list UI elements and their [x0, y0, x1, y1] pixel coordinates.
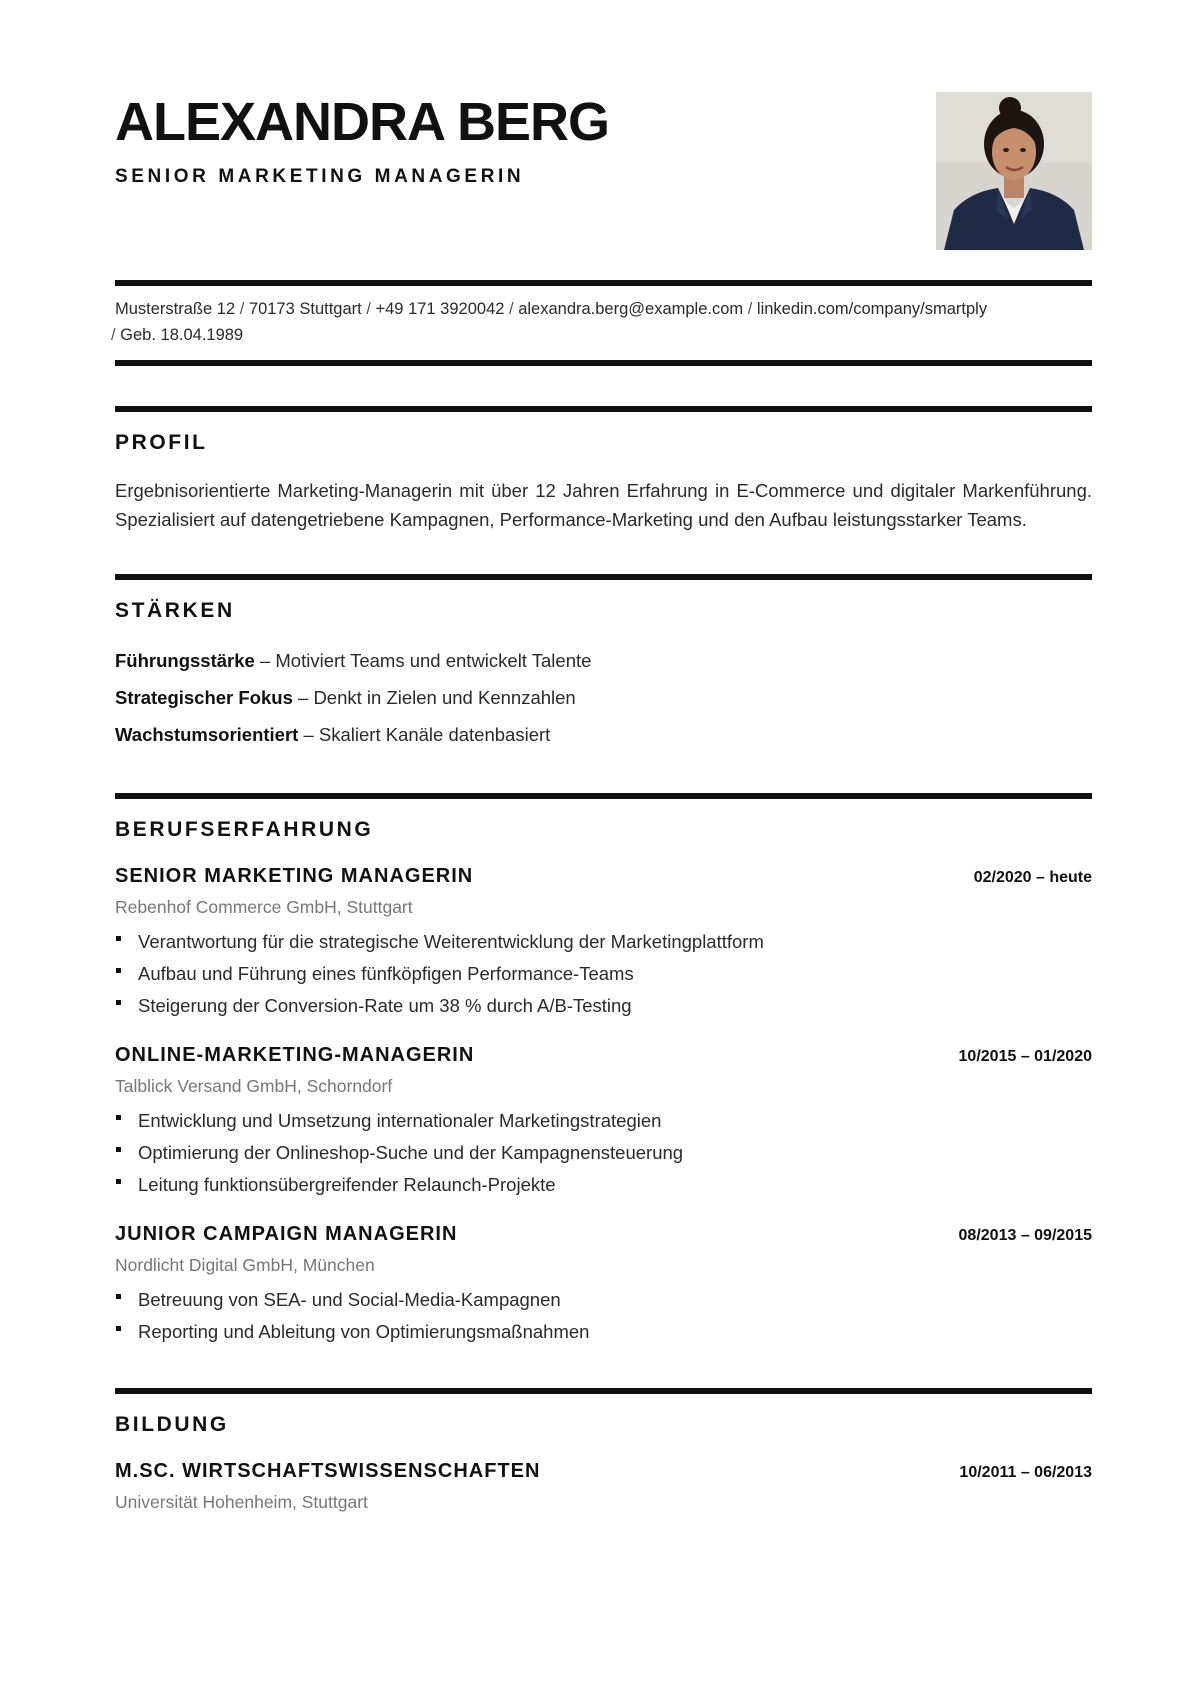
candidate-headline: SENIOR MARKETING MANAGERIN [115, 166, 525, 187]
job-title: SENIOR MARKETING MANAGERIN [115, 865, 474, 887]
contact-birth: Geb. 18.04.1989 [120, 326, 244, 344]
degree-title: M.SC. WIRTSCHAFTSWISSENSCHAFTEN [115, 1460, 541, 1482]
candidate-name: ALEXANDRA BERG [115, 92, 610, 152]
portrait-illustration [936, 92, 1092, 250]
strengths-list [115, 642, 1092, 753]
section-title-staerken: STÄRKEN [115, 599, 235, 622]
strength-desc: – Denkt in Zielen und Kennzahlen [292, 687, 576, 708]
job-bullet: Betreuung von SEA- und Social-Media-Kampagnen [115, 1284, 1092, 1316]
strength-item [115, 679, 1092, 716]
strength-name: Führungsstärke [115, 650, 255, 671]
job-header [115, 865, 1092, 888]
contact-city: 70173 Stuttgart [248, 300, 362, 318]
job-header [115, 1223, 1092, 1246]
section-rule [115, 1388, 1092, 1394]
strength-name: Wachstumsorientiert [115, 724, 299, 745]
job-date: 08/2013 – 09/2015 [958, 1227, 1092, 1244]
job-entry [115, 1223, 1092, 1348]
section-rule [115, 574, 1092, 580]
contact-email[interactable]: alexandra.berg@example.com [518, 300, 744, 318]
strength-desc: – Skaliert Kanäle datenbasiert [298, 724, 551, 745]
profile-summary: Ergebnisorientierte Marketing-Managerin mit über 12 Jahren Erfahrung in E-Commerce und digitaler Markenführung. Spezialisiert auf datengetriebene Kampagnen, Performance-Marketing und den Aufbau leistungsstarker Teams. [115, 480, 1092, 530]
section-rule [115, 793, 1092, 799]
job-date: 02/2020 – heute [973, 869, 1092, 886]
strength-item [115, 716, 1092, 753]
contact-separator: / [361, 300, 376, 318]
job-title: ONLINE-MARKETING-MANAGERIN [115, 1044, 475, 1066]
strength-desc: – Motiviert Teams und entwickelt Talente [254, 650, 592, 671]
contact-separator: / [504, 300, 519, 318]
job-bullet: Aufbau und Führung eines fünfköpfigen Performance-Teams [115, 958, 1092, 990]
section-title-berufserfahrung: BERUFSERFAHRUNG [115, 818, 374, 841]
job-company: Nordlicht Digital GmbH, München [115, 1255, 375, 1275]
experience-section [115, 793, 1092, 1348]
education-institution: Universität Hohenheim, Stuttgart [115, 1492, 368, 1512]
contact-separator: / [111, 326, 121, 344]
contact-bottom-rule [115, 360, 1092, 366]
job-header [115, 1044, 1092, 1067]
job-entry [115, 865, 1092, 1022]
education-header [115, 1460, 1092, 1483]
job-entry [115, 1044, 1092, 1201]
contact-address: Musterstraße 12 [115, 300, 236, 318]
contact-linkedin[interactable]: linkedin.com/company/smartply [756, 300, 988, 318]
job-company: Rebenhof Commerce GmbH, Stuttgart [115, 897, 413, 917]
job-bullets [115, 1105, 1092, 1201]
education-entry [115, 1460, 1092, 1513]
job-bullet: Reporting und Ableitung von Optimierungsmaßnahmen [115, 1316, 1092, 1348]
section-title-profil: PROFIL [115, 431, 208, 454]
education-section [115, 1388, 1092, 1513]
strength-item [115, 642, 1092, 679]
contact-phone[interactable]: +49 171 3920042 [375, 300, 505, 318]
section-rule [115, 406, 1092, 412]
strength-name: Strategischer Fokus [115, 687, 293, 708]
contact-line [111, 286, 1092, 360]
resume-page [111, 0, 1092, 1513]
contact-separator: / [235, 300, 249, 318]
job-bullets [115, 1284, 1092, 1348]
portrait-photo [936, 92, 1092, 250]
resume-header [115, 0, 1092, 280]
job-bullet: Entwicklung und Umsetzung internationaler Marketingstrategien [115, 1105, 1092, 1137]
job-bullet: Steigerung der Conversion-Rate um 38 % durch A/B-Testing [115, 990, 1092, 1022]
section-title-bildung: BILDUNG [115, 1413, 229, 1436]
contact-separator: / [743, 300, 757, 318]
job-bullet: Leitung funktionsübergreifender Relaunch-Projekte [115, 1169, 1092, 1201]
job-company: Talblick Versand GmbH, Schorndorf [115, 1076, 393, 1096]
profile-section [115, 406, 1092, 534]
job-bullet: Optimierung der Onlineshop-Suche und der Kampagnensteuerung [115, 1137, 1092, 1169]
strengths-section [115, 574, 1092, 753]
education-date: 10/2011 – 06/2013 [959, 1464, 1092, 1481]
job-bullet: Verantwortung für die strategische Weiterentwicklung der Marketingplattform [115, 926, 1092, 958]
job-date: 10/2015 – 01/2020 [958, 1048, 1092, 1065]
job-title: JUNIOR CAMPAIGN MANAGERIN [115, 1223, 458, 1245]
job-bullets [115, 926, 1092, 1022]
